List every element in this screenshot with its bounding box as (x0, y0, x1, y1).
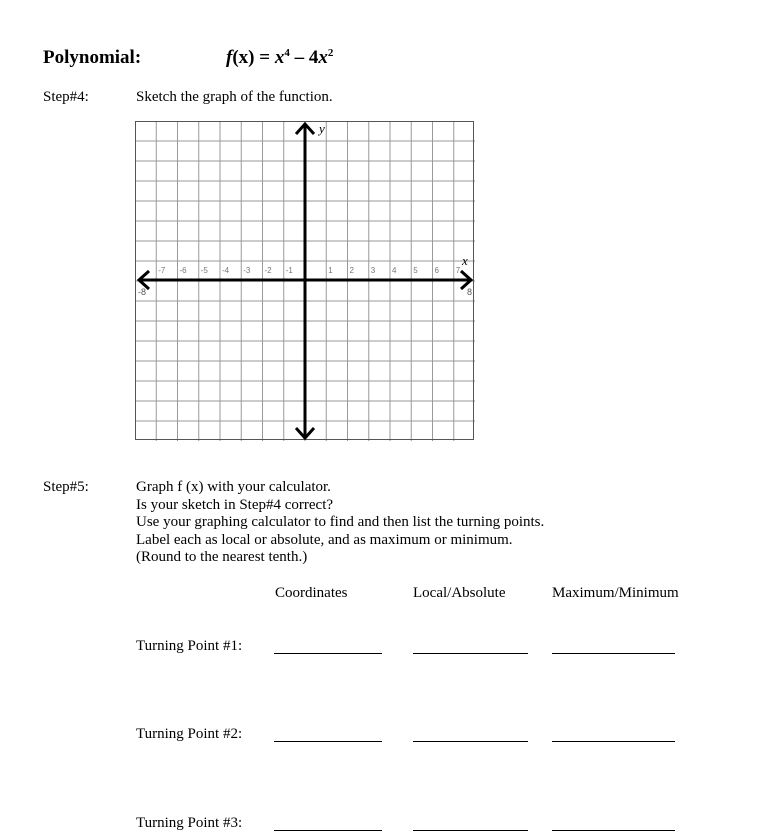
x-tick-label: -6 (179, 266, 187, 275)
x-tick-label: 3 (370, 266, 376, 275)
x-tick-label: 5 (413, 266, 418, 275)
x-tick-label: -5 (200, 266, 208, 275)
x-tick-label: -4 (222, 266, 230, 275)
step5-line-1: Graph f (x) with your calculator. (136, 479, 331, 495)
tp1-max-min-blank[interactable] (552, 653, 675, 654)
minus-coefficient: – 4 (289, 47, 319, 68)
x-tick-label: -7 (158, 266, 166, 275)
term1-exponent: 4 (284, 47, 290, 59)
page-title: Polynomial: (43, 47, 142, 68)
tp3-local-absolute-blank[interactable] (413, 830, 528, 831)
step4-label: Step#4: (43, 89, 89, 105)
tp3-max-min-blank[interactable] (552, 830, 675, 831)
x-tick-label: 2 (349, 266, 354, 275)
turning-point-3-label: Turning Point #3: (136, 815, 243, 831)
x-axis-label: x (462, 253, 468, 268)
x-tick-label: 4 (392, 266, 397, 275)
term2-base: x (318, 47, 328, 68)
tp3-coordinates-blank[interactable] (274, 830, 382, 831)
term1-base: x (274, 47, 285, 68)
tp2-local-absolute-blank[interactable] (413, 741, 528, 742)
x-tick-label: -1 (285, 266, 293, 275)
step5-line-3: Use your graphing calculator to find and then list the turning points. (136, 514, 545, 530)
x-tick-label: 1 (328, 266, 333, 275)
y-axis-label: y (319, 121, 325, 136)
x-tick-labels (158, 266, 461, 275)
x-tick-label: -3 (243, 266, 251, 275)
tp2-coordinates-blank[interactable] (274, 741, 382, 742)
step5-line-2: Is your sketch in Step#4 correct? (136, 496, 334, 513)
step4-instruction: Sketch the graph of the function. (136, 89, 333, 105)
x-min-label: -8 (138, 287, 147, 297)
function-arg: (x) = (232, 47, 275, 68)
step5-label: Step#5: (43, 479, 89, 495)
x-tick-label: 7 (455, 266, 461, 275)
function-expression (226, 47, 333, 69)
tp2-max-min-blank[interactable] (552, 741, 675, 742)
header-coordinates: Coordinates (275, 585, 348, 601)
header-local-absolute: Local/Absolute (413, 585, 506, 601)
step5-line-5: (Round to the nearest tenth.) (136, 549, 308, 565)
x-max-label: 8 (466, 287, 472, 297)
turning-point-2-label: Turning Point #2: (136, 726, 243, 742)
function-name: f (226, 47, 233, 68)
tp1-local-absolute-blank[interactable] (413, 653, 528, 654)
turning-point-1-label: Turning Point #1: (136, 638, 243, 654)
x-tick-label: 6 (434, 266, 439, 275)
header-maximum-minimum: Maximum/Minimum (552, 585, 679, 601)
x-tick-label: -2 (264, 266, 272, 275)
term2-exponent: 2 (327, 47, 334, 59)
step5-line-4: Label each as local or absolute, and as maximum or minimum. (136, 531, 513, 548)
tp1-coordinates-blank[interactable] (274, 653, 382, 654)
coordinate-grid[interactable] (135, 121, 475, 441)
